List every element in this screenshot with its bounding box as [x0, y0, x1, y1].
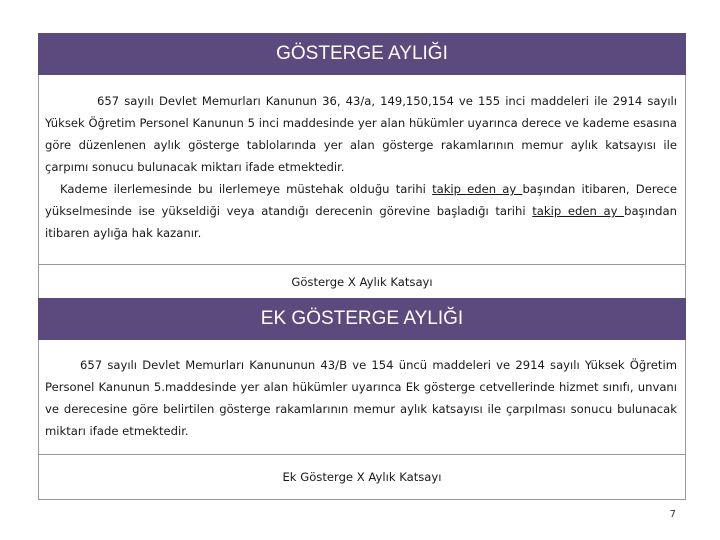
section2-formula: Ek Gösterge X Aylık Katsayı	[282, 470, 442, 484]
para2-text-a: Kademe ilerlemesinde bu ilerlemeye müstehak olduğu tarihi	[60, 182, 433, 196]
para2-text-c: başından itibaren aylığa hak kazanır.	[45, 204, 677, 240]
gosterge-ayligi-header	[38, 33, 686, 75]
section1-formula: Gösterge X Aylık Katsayı	[291, 275, 433, 289]
para2-underline-1: takip eden ay	[432, 182, 523, 196]
section1-paragraph-2	[45, 178, 677, 244]
section1-paragraph-1: 657 sayılı Devlet Memurları Kanunun 36, 43/a, 149,150,154 ve 155 inci maddeleri ile 2914 sayılı Yüksek Öğretim Personel Kanunun 5 inci maddesinde yer alan hükümler uyarınca derece ve kademe esasına göre düzenlenen aylık gösterge tablolarında yer alan gösterge rakamlarının memur aylık katsayısı ile çarpımı sonucu bulunacak miktarı ifade etmektedir.	[45, 94, 677, 174]
divider-1	[38, 264, 686, 265]
para2-text-b: başından itibaren, Derece yükselmesinde ise yükseldiği veya atandığı derecenin görevine başladığı tarihi	[45, 182, 677, 218]
divider-2	[38, 454, 686, 455]
page-number: 7	[669, 509, 676, 520]
section1-title: GÖSTERGE AYLIĞI	[276, 43, 448, 64]
section1-body	[45, 90, 677, 244]
section2-paragraph-1: 657 sayılı Devlet Memurları Kanununun 43/B ve 154 üncü maddeleri ve 2914 sayılı Yüksek Öğretim Personel Kanunun 5.maddesinde yer alan hükümler uyarınca Ek gösterge cetvellerinde hizmet sınıfı, unvanı ve derecesine göre belirtilen gösterge rakamlarının memur aylık katsayısı ile çarpılması sonucu bulunacak miktarı ifade etmektedir.	[45, 358, 677, 438]
section2-title: EK GÖSTERGE AYLIĞI	[260, 308, 464, 329]
ek-gosterge-ayligi-header	[38, 298, 686, 340]
para2-underline-2: takip eden ay	[532, 204, 625, 218]
